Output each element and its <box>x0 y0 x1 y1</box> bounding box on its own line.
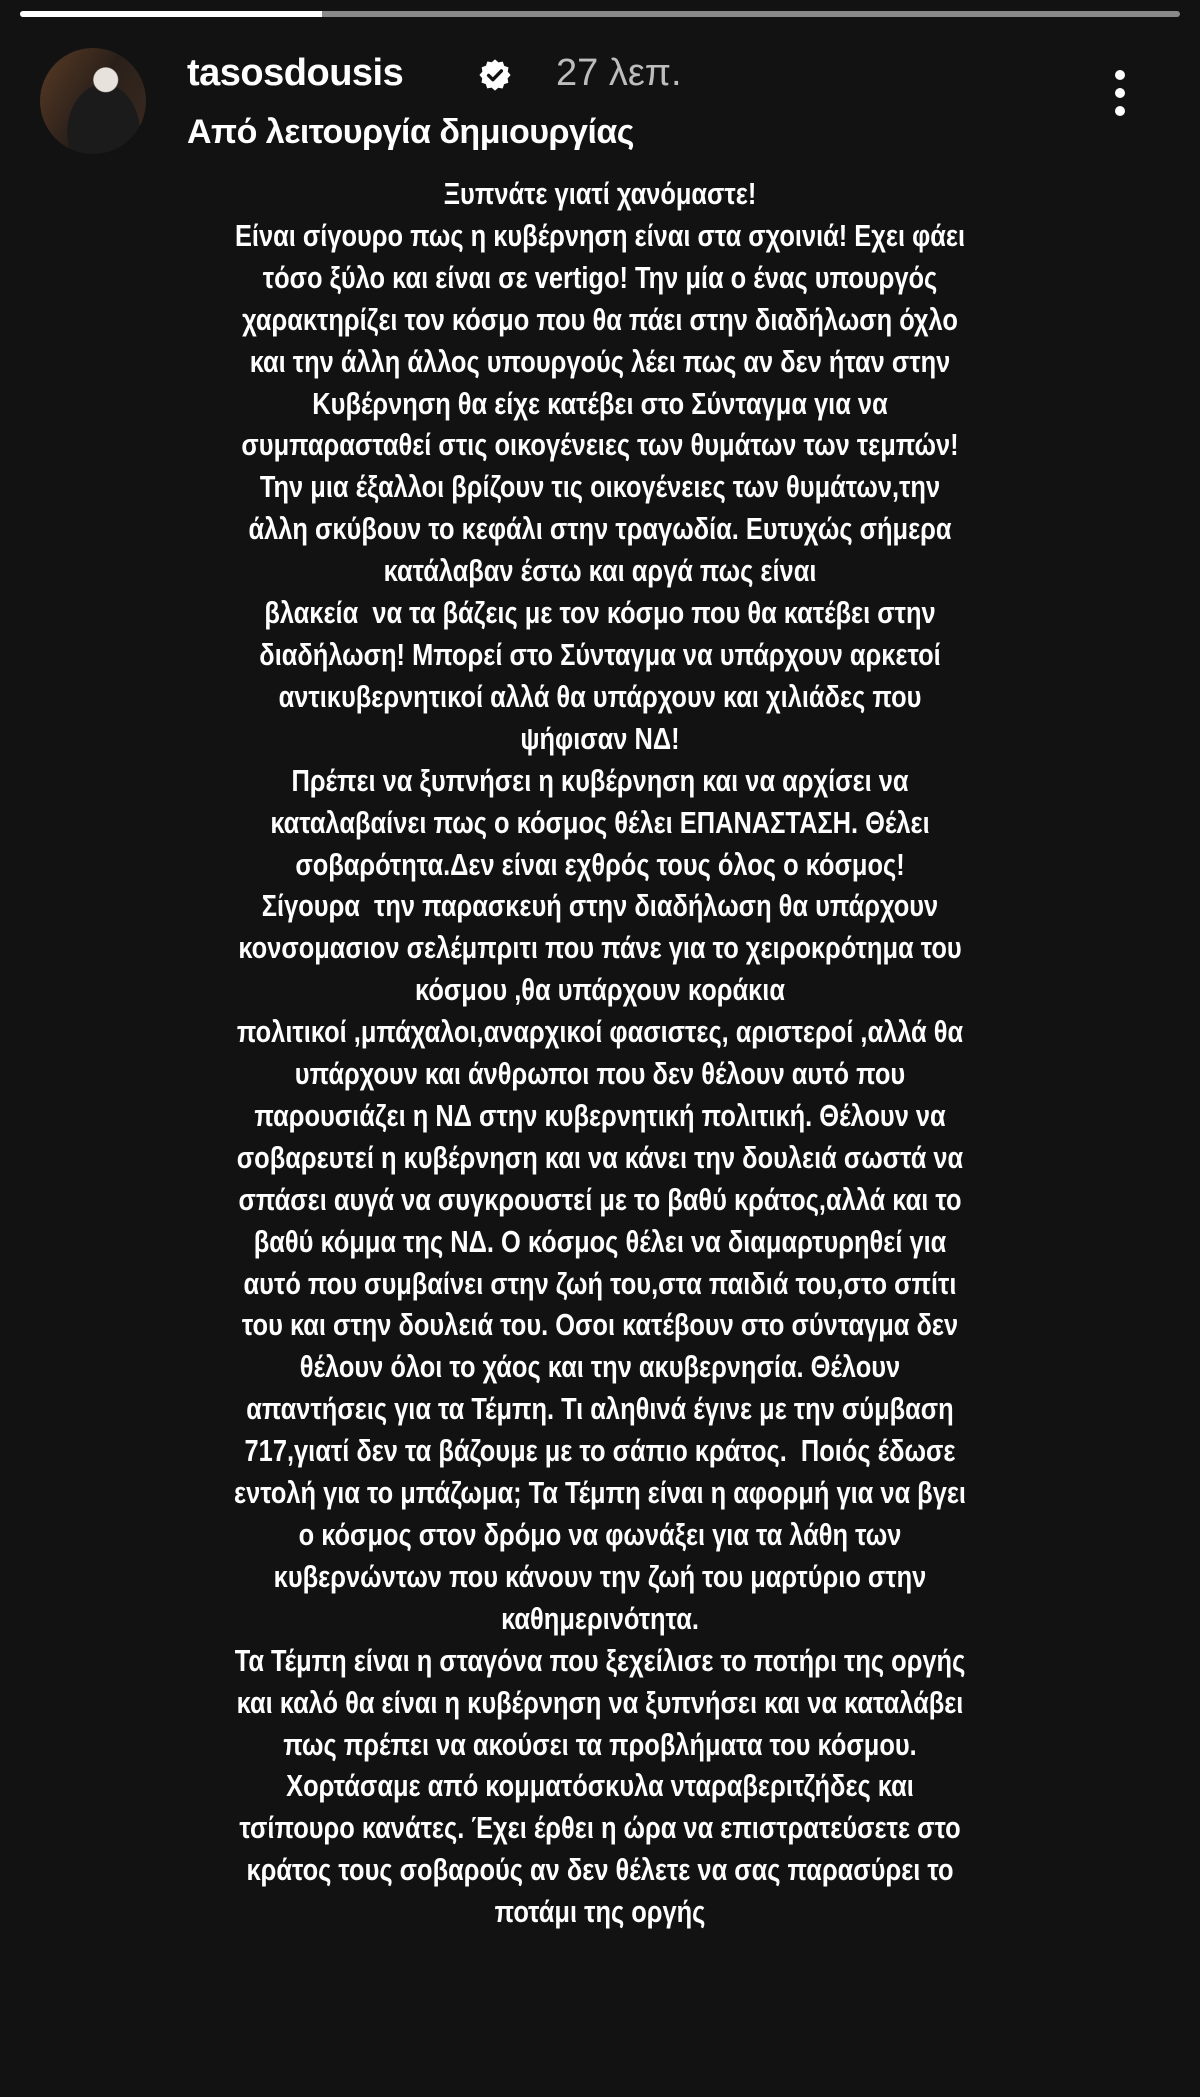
story-text-line: Χορτάσαμε από κομματόσκυλα νταραβεριτζήδες και <box>286 1768 914 1804</box>
story-subtitle[interactable]: Από λειτουργία δημιουργίας <box>187 113 634 151</box>
story-text-line: Είναι σίγουρο πως η κυβέρνηση είναι στα σχοινιά! Εχει φάει <box>234 217 966 253</box>
story-text-line: σοβαρευτεί η κυβέρνηση και να κάνει την δουλειά σωστά να <box>236 1139 964 1175</box>
story-text-line: βαθύ κόμμα της ΝΔ. Ο κόσμος θέλει να διαμαρτυρηθεί για <box>253 1223 947 1259</box>
story-text-line: άλλη σκύβουν το κεφάλι στην τραγωδία. Ευτυχώς σήμερα <box>248 511 952 547</box>
story-text-line: πως πρέπει να ακούσει τα προβλήματα του κόσμου. <box>283 1726 917 1762</box>
more-vertical-icon[interactable] <box>1105 70 1135 130</box>
story-text-line: καταλαβαίνει πως ο κόσμος θέλει ΕΠΑΝΑΣΤΑΣΗ. Θέλει <box>270 804 930 840</box>
story-text-line: του και στην δουλειά του. Οσοι κατέβουν στο σύνταγμα δεν <box>241 1307 959 1343</box>
story-text-line: κονσομασιον σελέμπριτι που πάνε για το χειροκρότημα του <box>238 930 962 966</box>
verified-badge-icon <box>478 58 512 92</box>
story-text-line: πολιτικοί ,μπάχαλοι,αναρχικοί φασιστες, αριστεροί ,αλλά θα <box>236 1014 964 1050</box>
story-text-line: αντικυβερνητικοί αλλά θα υπάρχουν και χιλιάδες που <box>278 678 922 714</box>
story-text-line: 717,γιατί δεν τα βάζουμε με το σάπιο κράτος. Ποιός έδωσε <box>244 1433 956 1469</box>
story-text-line: θέλουν όλοι το χάος και την ακυβερνησία. Θέλουν <box>299 1349 901 1385</box>
story-text-line: απαντήσεις για τα Τέμπη. Τι αληθινά έγινε με την σύμβαση <box>246 1391 954 1427</box>
story-text-line: ψήφισαν ΝΔ! <box>520 720 680 756</box>
story-text-line: Την μια έξαλλοι βρίζουν τις οικογένειες των θυμάτων,την <box>259 469 941 505</box>
story-text-line: και καλό θα είναι η κυβέρνηση να ξυπνήσει και να καταλάβει <box>236 1684 964 1720</box>
story-text-line: ο κόσμος στον δρόμο να φωνάξει για τα λάθη των <box>298 1517 902 1552</box>
story-text-line: παρουσιάζει η ΝΔ στην κυβερνητική πολιτική. Θέλουν να <box>254 1097 946 1133</box>
story-text-line: Τα Τέμπη είναι η σταγόνα που ξεχείλισε το ποτήρι της οργής <box>234 1642 966 1678</box>
story-text-line: κόσμου ,θα υπάρχουν κοράκια <box>415 972 785 1008</box>
story-text-line: ποτάμι της οργής <box>494 1894 706 1930</box>
story-text-line: αυτό που συμβαίνει στην ζωή του,στα παιδιά του,στο σπίτι <box>243 1265 957 1301</box>
story-text-line: κατάλαβαν έστω και αργά πως είναι <box>383 553 817 589</box>
username[interactable]: tasosdousis <box>187 52 404 94</box>
story-text-line: υπάρχουν και άνθρωποι που δεν θέλουν αυτό που <box>294 1056 906 1092</box>
story-text-line: εντολή για το μπάζωμα; Τα Τέμπη είναι η αφορμή για να βγει <box>234 1475 966 1511</box>
story-text-line: κράτος τους σοβαρούς αν δεν θέλετε να σας παρασύρει το <box>246 1852 954 1888</box>
story-text-line: κυβερνώντων που κάνουν την ζωή του μαρτύριο στην <box>273 1558 927 1594</box>
story-text-line: Σίγουρα την παρασκευή στην διαδήλωση θα υπάρχουν <box>261 888 939 924</box>
story-text-line: σπάσει αυγά να συγκρουστεί με το βαθύ κράτος,αλλά και το <box>238 1181 962 1217</box>
story-progress-bar <box>20 11 1180 17</box>
story-text <box>1 173 1198 1933</box>
story-text-line: τσίπουρο κανάτες. Έχει έρθει η ώρα να επιστρατεύσετε στο <box>239 1810 961 1846</box>
story-text-line: καθημερινότητα. <box>501 1600 699 1636</box>
post-time: 27 λεπ. <box>556 52 682 94</box>
story-text-line: Ξυπνάτε γιατί χανόμαστε! <box>443 176 757 211</box>
story-text-line: βλακεία να τα βάζεις με τον κόσμο που θα κατέβει στην <box>264 595 936 631</box>
story-text-line: Κυβέρνηση θα είχε κατέβει στο Σύνταγμα για να <box>312 385 888 421</box>
story-text-line: τόσο ξύλο και είναι σε vertigo! Την μία ο ένας υπουργός <box>262 259 938 295</box>
story-text-line: συμπαρασταθεί στις οικογένειες των θυμάτων των τεμπών! <box>241 427 959 463</box>
story-text-line: σοβαρότητα.Δεν είναι εχθρός τους όλος ο κόσμος! <box>295 846 905 882</box>
story-text-line: Πρέπει να ξυπνήσει η κυβέρνηση και να αρχίσει να <box>291 762 909 798</box>
story-text-line: και την άλλη άλλος υπουργούς λέει πως αν δεν ήταν στην <box>249 343 951 379</box>
avatar[interactable] <box>40 48 146 154</box>
story-progress-fill <box>20 11 322 17</box>
story-text-line: χαρακτηρίζει τον κόσμο που θα πάει στην διαδήλωση όχλο <box>242 301 958 337</box>
story-text-line: διαδήλωση! Μπορεί στο Σύνταγμα να υπάρχουν αρκετοί <box>259 636 941 672</box>
